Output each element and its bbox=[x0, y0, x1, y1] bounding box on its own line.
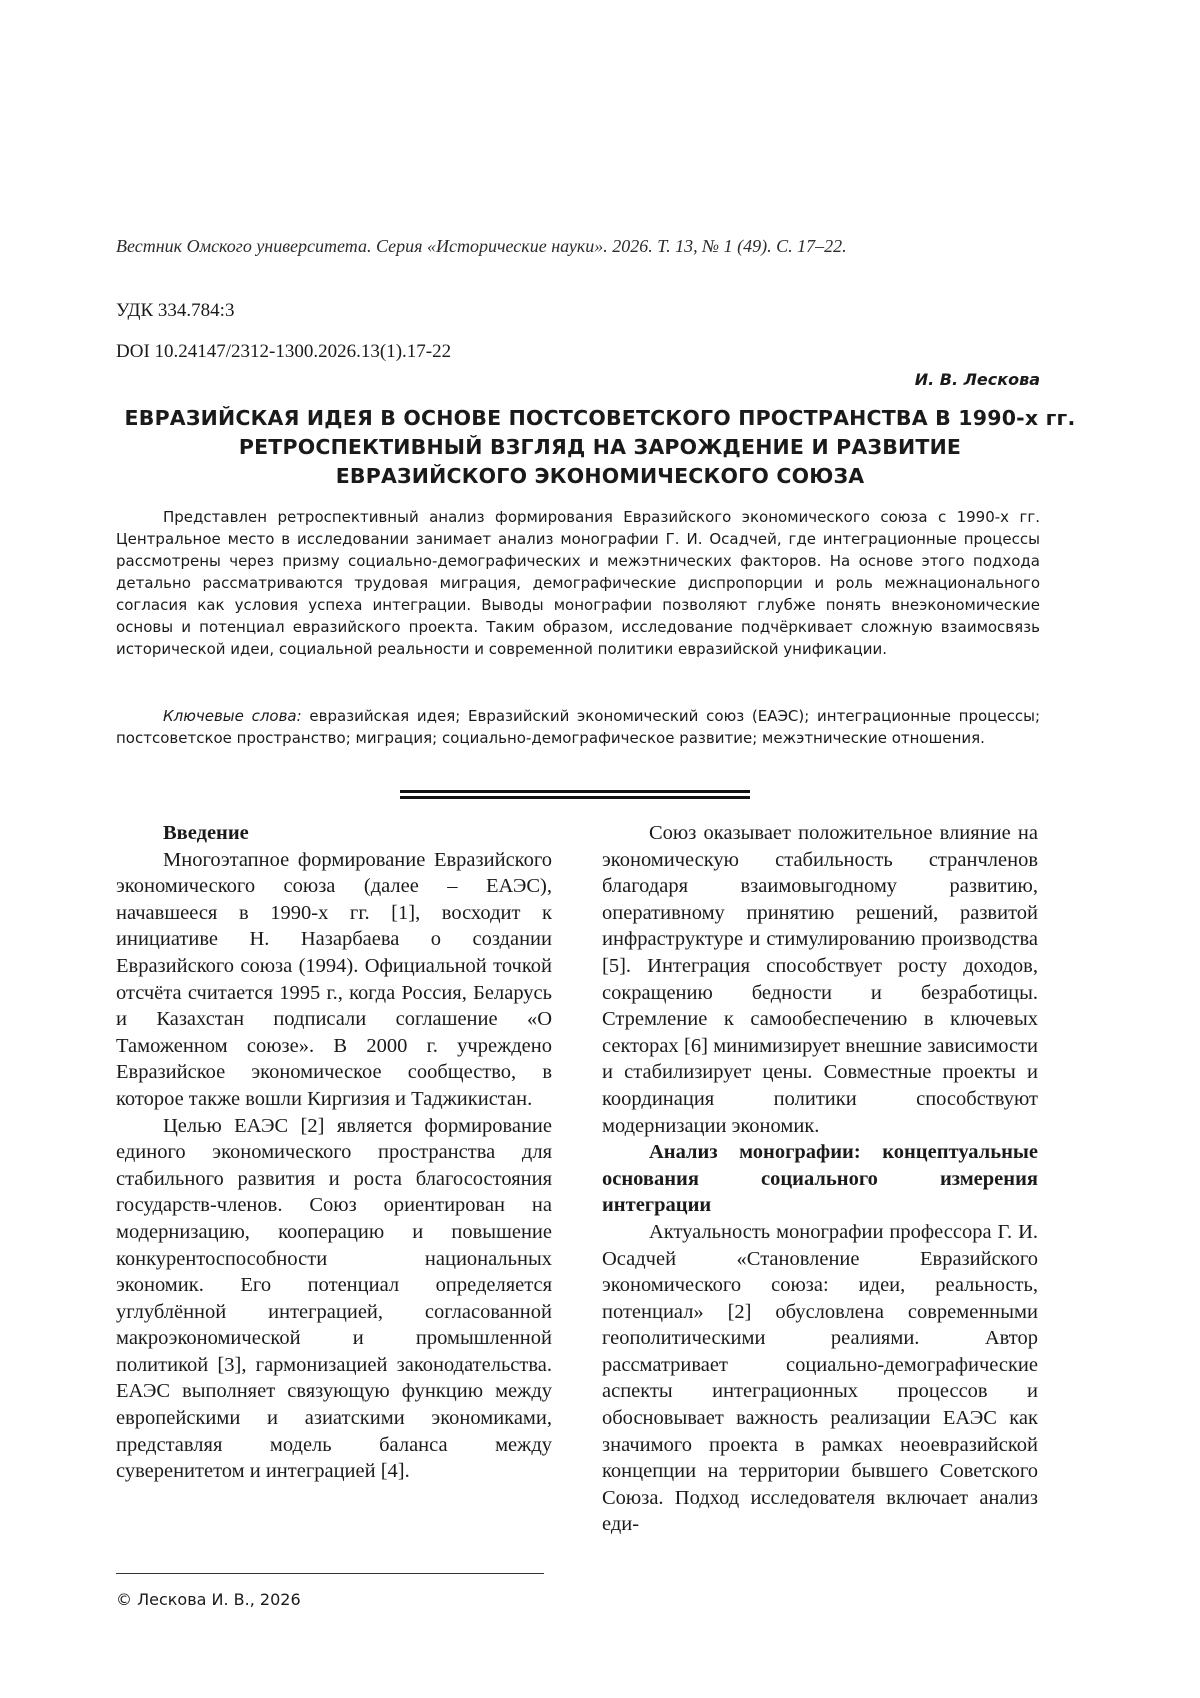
left-column bbox=[116, 820, 552, 1485]
title-line: ЕВРАЗИЙСКАЯ ИДЕЯ В ОСНОВЕ ПОСТСОВЕТСКОГО ПРОСТРАНСТВА В 1990-х гг. bbox=[124, 406, 1076, 430]
paragraph: Целью ЕАЭС [2] является формирование единого экономического пространства для стабильного развития и роста благосостояния государств-членов. Союз ориентирован на модернизацию, кооперацию и повышение конкурентоспособности национальных экономик. Его потенциал определяется углублённой интеграцией, согласованной макроэкономической и промышленной политикой [3], гармонизацией законодательства. ЕАЭС выполняет связующую функцию между европейскими и азиатскими экономиками, представляя модель баланса между суверенитетом и интеграцией [4]. bbox=[116, 1114, 552, 1483]
title-line: РЕТРОСПЕКТИВНЫЙ ВЗГЛЯД НА ЗАРОЖДЕНИЕ И РАЗВИТИЕ bbox=[238, 435, 962, 459]
keywords-text: евразийская идея; Евразийский экономический союз (ЕАЭС); интеграционные процессы; постсоветское пространство; миграция; социально-демографическое развитие; межэтнические отношения. bbox=[116, 707, 1040, 747]
keywords-label: Ключевые слова: bbox=[163, 707, 302, 725]
udk-code: УДК 334.784:3 bbox=[116, 300, 235, 321]
title-line: ЕВРАЗИЙСКОГО ЭКОНОМИЧЕСКОГО СОЮЗА bbox=[335, 464, 865, 488]
paragraph: Многоэтапное формирование Евразийского экономического союза (далее – ЕАЭС), начавшееся в 1990-х гг. [1], восходит к инициативе Н. Назарбаева о создании Евразийского союза (1994). Официальной точкой отсчёта считается 1995 г., когда Россия, Беларусь и Казахстан подписали соглашение «О Таможенном союзе». В 2000 г. учреждено Евразийское экономическое сообщество, в которое также вошли Киргизия и Таджикистан. bbox=[116, 848, 552, 1110]
section-heading-monograph-analysis: Анализ монографии: концептуальные основания социального измерения интеграции bbox=[602, 1141, 1038, 1217]
paragraph: Актуальность монографии профессора Г. И. Осадчей «Становление Евразийского экономического союза: идеи, реальность, потенциал» [2] обусловлена современными геополитическими реалиями. Автор рассматривает социально-демографические аспекты интеграционных процессов и обосновывает важность реализации ЕАЭС как значимого проекта в рамках неоевразийской концепции на территории бывшего Советского Союза. Подход исследователя включает анализ еди- bbox=[602, 1220, 1038, 1536]
abstract: Представлен ретроспективный анализ формирования Евразийского экономического союза с 1990-х гг. Центральное место в исследовании занимает анализ монографии Г. И. Осадчей, где интеграционные процессы рассмотрены через призму социально-демографических и межэтнических факторов. На основе этого подхода детально рассматриваются трудовая миграция, демографические диспропорции и роль межнационального согласия как условия успеха интеграции. Выводы монографии позволяют глубже понять внеэкономические основы и потенциал евразийского проекта. Таким образом, исследование подчёркивает сложную взаимосвязь исторической идеи, социальной реальности и современной политики евразийской унификации. bbox=[116, 508, 1040, 658]
section-heading-introduction: Введение bbox=[163, 822, 249, 844]
journal-citation: Вестник Омского университета. Серия «Исторические науки». 2026. Т. 13, № 1 (49). С. 17–22. bbox=[116, 236, 847, 256]
footnote-rule bbox=[116, 1573, 544, 1574]
doi[interactable]: DOI 10.24147/2312-1300.2026.13(1).17-22 bbox=[116, 341, 452, 362]
article-title bbox=[100, 404, 1100, 491]
copyright: © Лескова И. В., 2026 bbox=[116, 1590, 301, 1609]
paragraph: Союз оказывает положительное влияние на экономическую стабильность странчленов благодаря взаимовыгодному развитию, оперативному принятию решений, развитой инфраструктуре и стимулированию производства [5]. Интеграция способствует росту доходов, сокращению бедности и безработицы. Стремление к самообеспечению в ключевых секторах [6] минимизирует внешние зависимости и стабилизирует цены. Совместные проекты и координация политики способствуют модернизации экономик. bbox=[602, 822, 1038, 1137]
author-name: И. В. Лескова bbox=[914, 370, 1040, 389]
right-column bbox=[602, 820, 1038, 1538]
keywords bbox=[116, 705, 1040, 749]
section-separator bbox=[400, 790, 750, 798]
